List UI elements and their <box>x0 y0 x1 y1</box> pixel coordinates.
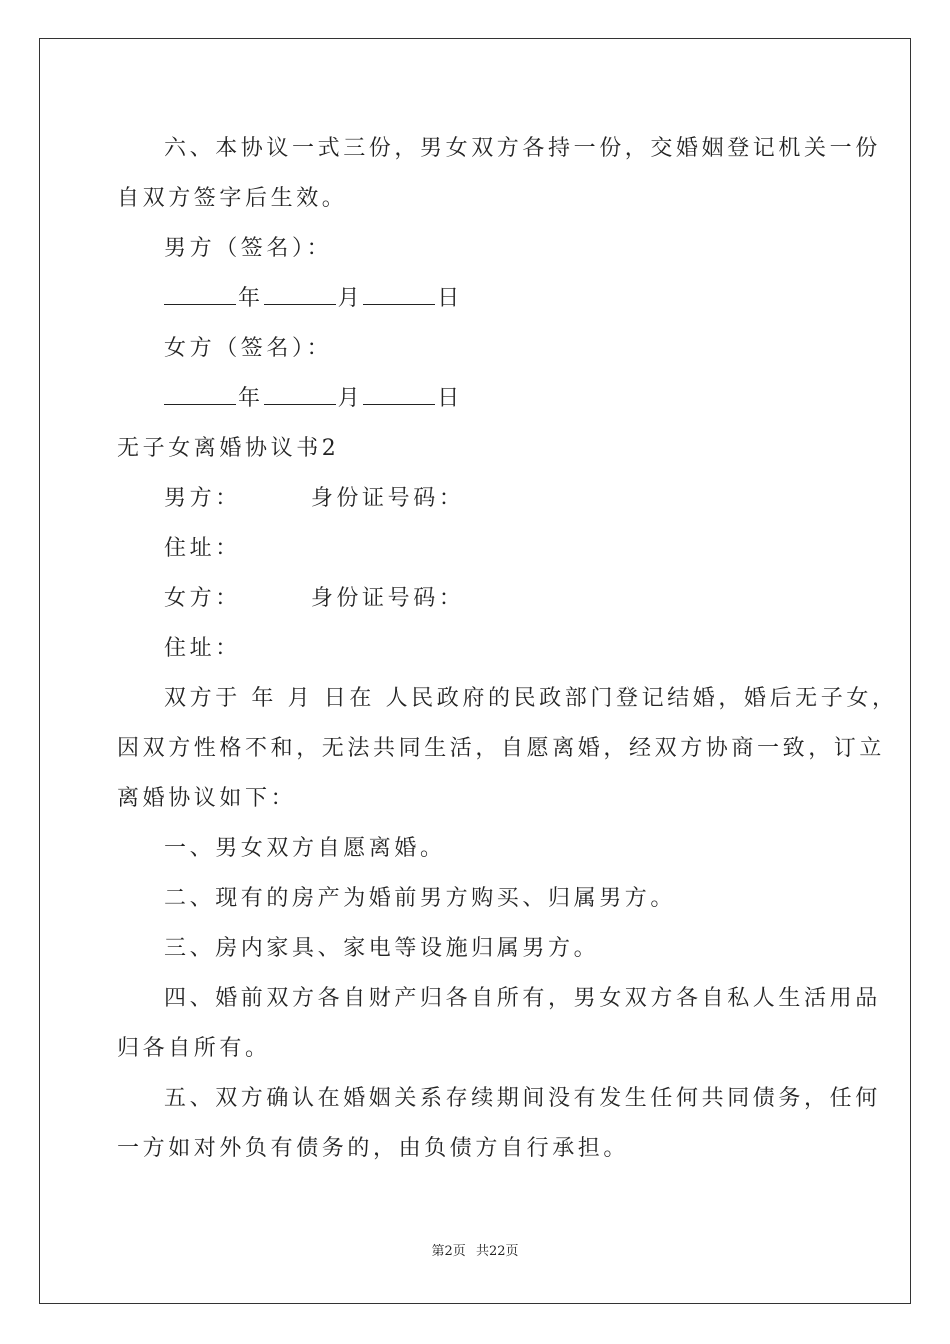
clause-one: 一、男女双方自愿离婚。 <box>164 836 446 861</box>
male-signature-label: 男方（签名）： <box>164 236 333 261</box>
intro-line-2: 因双方性格不和，无法共同生活，自愿离婚，经双方协商一致，订立 <box>117 736 886 761</box>
month-blank <box>264 284 336 305</box>
month-label: 月 <box>337 286 364 311</box>
clause-six-line-2: 自双方签字后生效。 <box>117 186 348 211</box>
male-party-label: 男方： <box>164 486 241 511</box>
clause-five-line-1: 五、双方确认在婚姻关系存续期间没有发生任何共同债务，任何 <box>164 1086 881 1111</box>
male-party-line <box>164 484 884 514</box>
male-date-line <box>164 284 884 314</box>
clause-six-line-1: 六、本协议一式三份，男女双方各持一份，交婚姻登记机关一份 <box>164 136 881 161</box>
day-blank <box>363 284 435 305</box>
clause-five-line-2: 一方如对外负有债务的，由负债方自行承担。 <box>117 1136 630 1161</box>
day-label: 日 <box>437 386 463 411</box>
month-blank <box>264 384 336 405</box>
female-party-line <box>164 584 884 614</box>
day-blank <box>363 384 435 405</box>
intro-line-3: 离婚协议如下： <box>117 786 297 811</box>
day-label: 日 <box>437 286 463 311</box>
intro-line-1: 双方于 年 月 日在 人民政府的民政部门登记结婚，婚后无子女， <box>164 686 898 711</box>
year-blank <box>164 284 236 305</box>
female-id-label: 身份证号码： <box>310 586 465 611</box>
clause-four-line-2: 归各自所有。 <box>117 1036 271 1061</box>
page-border <box>39 38 911 1304</box>
clause-four-line-1: 四、婚前双方各自财产归各自所有，男女双方各自私人生活用品 <box>164 986 881 1011</box>
section-title: 无子女离婚协议书2 <box>117 436 340 461</box>
year-label: 年 <box>238 386 264 411</box>
female-address-label: 住址： <box>164 636 241 661</box>
female-signature-label: 女方（签名）： <box>164 336 333 361</box>
page-total: 共22页 <box>475 1244 519 1259</box>
page-number: 第2页 <box>431 1244 466 1259</box>
male-address-label: 住址： <box>164 536 241 561</box>
female-date-line <box>164 384 884 414</box>
clause-three: 三、房内家具、家电等设施归属男方。 <box>164 936 600 961</box>
month-label: 月 <box>337 386 364 411</box>
clause-two: 二、现有的房产为婚前男方购买、归属男方。 <box>164 886 677 911</box>
year-label: 年 <box>238 286 264 311</box>
female-party-label: 女方： <box>164 586 241 611</box>
male-id-label: 身份证号码： <box>310 486 465 511</box>
page-footer <box>0 1244 950 1260</box>
year-blank <box>164 384 236 405</box>
